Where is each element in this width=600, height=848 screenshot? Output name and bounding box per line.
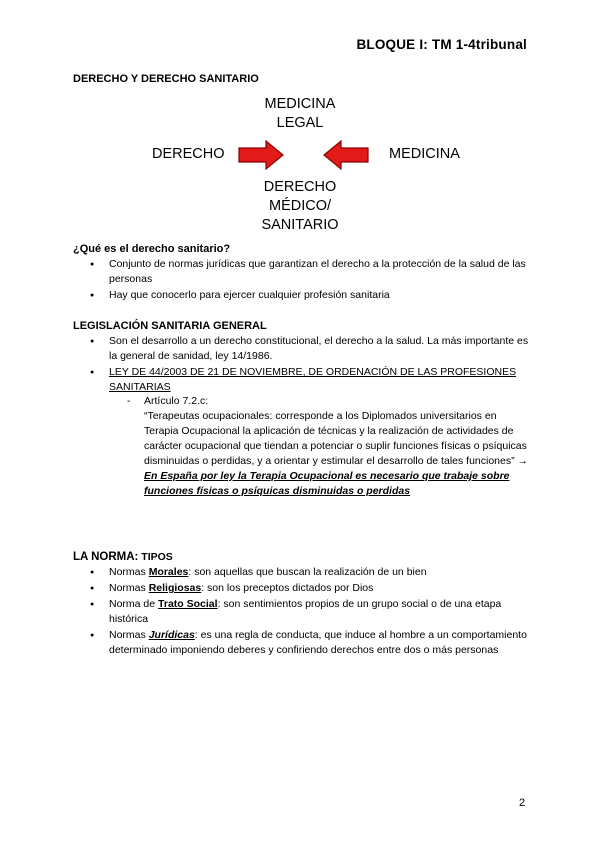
question-list xyxy=(90,257,530,303)
list-item: ● Norma de Trato Social: son sentimientos propios de un grupo social o de una etapa histórica xyxy=(90,597,530,627)
emphasis-text: En España por ley la Terapia Ocupacional es necesario que trabaje sobre funciones físicas o psíquicas disminuidas o perdidas xyxy=(144,470,510,497)
quote-text: “Terapeutas ocupacionales: corresponde a los Diplomados universitarios en Terapia Ocupacional la aplicación de técnicas y la realización de actividades de carácter ocupacional que tiendan a potenciar o suplir funciones físicas o psíquicas disminuidas o perdidas, y a orientar y estimular el desarrollo de tales funciones” xyxy=(144,410,527,467)
list-item: ● Hay que conocerlo para ejercer cualquier profesión sanitaria xyxy=(90,288,530,303)
diagram-medicina: MEDICINA xyxy=(389,146,460,162)
norma-title: LA NORMA: xyxy=(73,551,139,563)
document-header: BLOQUE I: TM 1-4tribunal xyxy=(356,37,527,52)
article-reference xyxy=(127,394,532,409)
list-item: ● Son el desarrollo a un derecho constitucional, el derecho a la salud. La más importante es la general de sanidad, ley 14/1986. xyxy=(90,334,530,364)
question-derecho-sanitario: ¿Qué es el derecho sanitario? xyxy=(73,243,231,255)
list-item: ● Normas Morales: son aquellas que buscan la realización de un bien xyxy=(90,565,530,580)
article-label: Artículo 7.2.c: xyxy=(144,395,209,407)
arrow-glyph: → xyxy=(514,455,529,467)
norma-list xyxy=(90,565,530,658)
norma-subtitle: TIPOS xyxy=(138,551,173,563)
list-item: ● Normas Religiosas: son los preceptos dictados por Dios xyxy=(90,581,530,596)
right-arrow-icon xyxy=(238,140,284,170)
diagram-medicina-legal: MEDICINA LEGAL xyxy=(264,96,336,131)
diagram-derecho: DERECHO xyxy=(152,146,225,162)
diagram-derecho-medico-sanitario: DERECHO MÉDICO/ SANITARIO xyxy=(261,179,339,233)
ley-44-2003-title: LEY DE 44/2003 DE 21 DE NOVIEMBRE, DE ORDENACIÓN DE LAS PROFESIONES SANITARIAS xyxy=(109,366,517,393)
article-quote xyxy=(127,409,532,499)
article-block xyxy=(127,394,532,499)
left-arrow-icon xyxy=(323,140,369,170)
list-item: ● Conjunto de normas jurídicas que garantizan el derecho a la protección de la salud de las personas xyxy=(90,257,530,287)
section-title-derecho: DERECHO Y DERECHO SANITARIO xyxy=(73,73,259,85)
legislacion-list xyxy=(90,334,530,395)
section-title-legislacion: LEGISLACIÓN SANITARIA GENERAL xyxy=(73,320,267,332)
page-number: 2 xyxy=(519,797,526,809)
list-item xyxy=(90,365,530,395)
section-title-norma xyxy=(73,551,173,563)
list-item: ● Normas Jurídicas: es una regla de conducta, que induce al hombre a un comportamiento determinado imponiendo deberes y confiriendo derechos entre dos o más personas xyxy=(90,628,530,658)
